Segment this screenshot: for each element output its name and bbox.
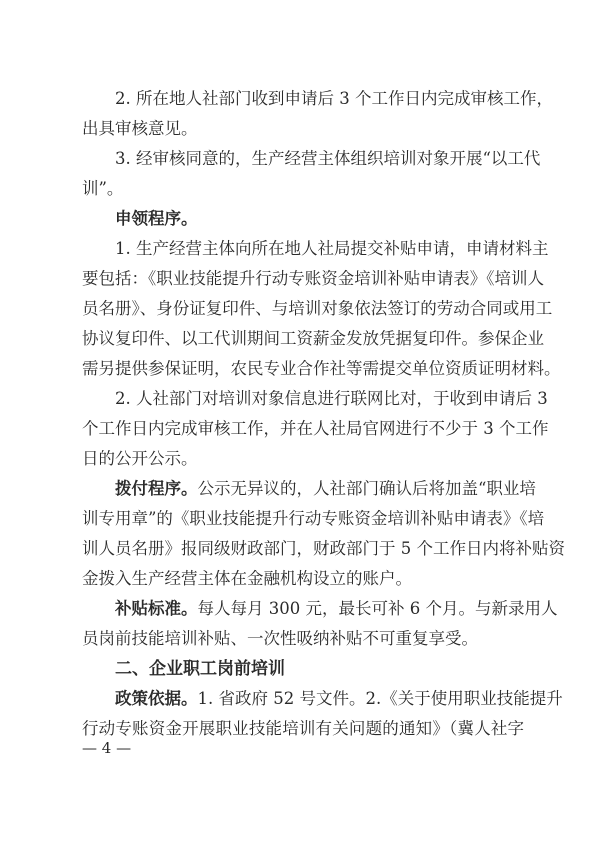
- paragraph-text: 1. 省政府 52 号文件。2.《关于使用职业技能提升: [197, 689, 563, 708]
- paragraph-line: 训人员名册》报同级财政部门，财政部门于 5 个工作日内将补贴资: [82, 539, 565, 558]
- page-number: — 4 —: [82, 739, 132, 757]
- section-label-standard: 补贴标准。: [115, 599, 198, 618]
- paragraph-line: 出具审核意见。: [82, 119, 198, 138]
- section-label-application: 申领程序。: [115, 209, 198, 228]
- section-label-disbursement: 拨付程序。: [115, 479, 198, 498]
- paragraph-line: 2. 所在地人社部门收到申请后 3 个工作日内完成审核工作，: [115, 89, 553, 108]
- paragraph-line: 训专用章”的《职业技能提升行动专账资金培训补贴申请表》《培: [82, 509, 545, 528]
- paragraph-line: 行动专账资金开展职业技能培训有关问题的通知》（冀人社字: [82, 719, 524, 738]
- paragraph-line: 训”。: [82, 179, 124, 198]
- paragraph-line: 2. 人社部门对培训对象信息进行联网比对，于收到申请后 3: [115, 389, 548, 408]
- section-label-policy: 政策依据。: [115, 689, 198, 708]
- paragraph-line: 需另提供参保证明，农民专业合作社等需提交单位资质证明材料。: [82, 359, 561, 378]
- paragraph-line: 金拨入生产经营主体在金融机构设立的账户。: [82, 569, 412, 588]
- paragraph-text: 每人每月 300 元，最长可补 6 个月。与新录用人: [197, 599, 558, 618]
- paragraph-line: 员名册》、身份证复印件、与培训对象依法签订的劳动合同或用工: [82, 299, 553, 318]
- paragraph-line: 协议复印件、以工代训期间工资薪金发放凭据复印件。参保企业: [82, 329, 544, 348]
- document-body: [82, 84, 565, 744]
- paragraph-line: 员岗前技能培训补贴、一次性吸纳补贴不可重复享受。: [82, 629, 478, 648]
- paragraph-line: 个工作日内完成审核工作，并在人社局官网进行不少于 3 个工作: [82, 419, 549, 438]
- paragraph-line: [82, 594, 558, 624]
- paragraph-line: 日的公开公示。: [82, 449, 198, 468]
- paragraph-line: 要包括：《职业技能提升行动专账资金培训补贴申请表》《培训人: [82, 269, 544, 288]
- paragraph-line: 1. 生产经营主体向所在地人社局提交补贴申请，申请材料主: [115, 239, 549, 258]
- section-heading: 二、企业职工岗前培训: [115, 659, 285, 679]
- paragraph-line: 3. 经审核同意的，生产经营主体组织培训对象开展“以工代: [115, 149, 541, 168]
- paragraph-text: 公示无异议的，人社部门确认后将加盖“职业培: [197, 479, 536, 498]
- paragraph-line: [82, 474, 536, 504]
- paragraph-line: [82, 684, 563, 714]
